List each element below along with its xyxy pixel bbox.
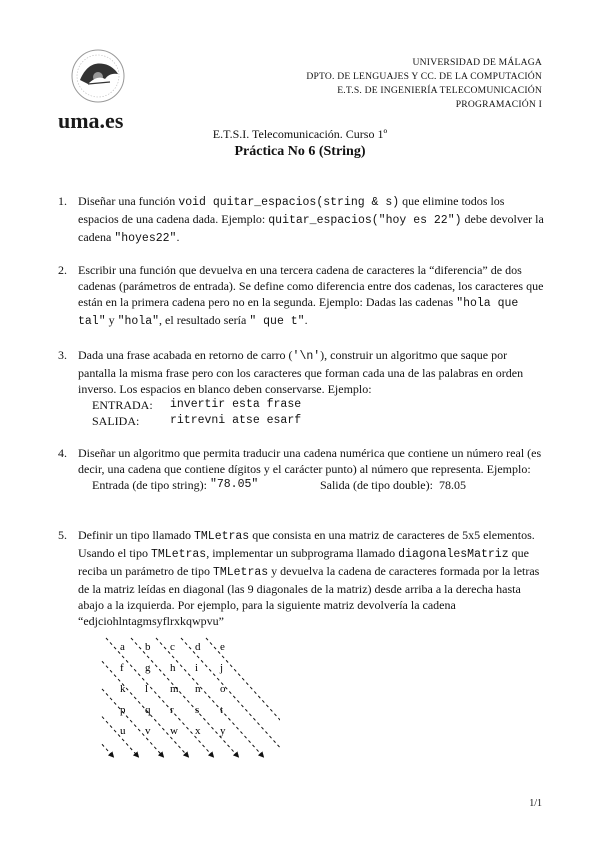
university-logo (58, 44, 148, 134)
example-input (92, 397, 548, 413)
matrix-cell: k (120, 683, 126, 695)
matrix-cell: l (145, 683, 149, 695)
text: y (105, 313, 118, 327)
diagonal-arrow (181, 638, 280, 757)
label: Salida (de tipo double): (319, 478, 433, 492)
matrix-cell: y (220, 725, 226, 737)
text: , implementar un subprograma llamado (206, 546, 399, 560)
label: Entrada (de tipo string): (92, 478, 207, 492)
header-department: DPTO. DE LENGUAJES Y CC. DE LA COMPUTACIÓN (306, 71, 542, 82)
header (306, 56, 542, 112)
text: , el resultado sería (159, 313, 250, 327)
exercise-number: 1. (58, 194, 67, 208)
matrix-cell: s (195, 704, 200, 716)
matrix-cell: p (120, 704, 126, 716)
code: "hoyes22" (114, 232, 177, 245)
exercise-4 (58, 445, 548, 493)
exercise-number: 2. (58, 263, 67, 277)
example-result: “edjciohlntagmsyflrxkqwpvu” (78, 614, 224, 628)
code: TMLetras (193, 530, 250, 543)
code: "hola que tal" (78, 297, 519, 328)
code: diagonalesMatriz (398, 548, 509, 561)
matrix-cell: a (120, 641, 125, 653)
example-output (92, 413, 548, 429)
text: Dada una frase acabada en retorno de carro ( (78, 348, 293, 362)
exercise-1 (58, 193, 548, 247)
header-subject: PROGRAMACIÓN I (455, 99, 542, 110)
label: SALIDA: (92, 414, 140, 428)
logo-text: uma.es (58, 108, 124, 133)
matrix-cell: c (170, 641, 175, 653)
diagonal-arrow (102, 744, 114, 757)
value: ritrevni atse esarf (170, 414, 302, 427)
value: 78.05 (438, 478, 466, 492)
code: quitar_espacios("hoy es 22") (268, 214, 462, 227)
text: Diseñar una función (78, 194, 179, 208)
matrix-cell: e (220, 641, 225, 653)
code: " que t" (249, 315, 305, 328)
course-line: E.T.S.I. Telecomunicación. Curso 1º (212, 127, 388, 141)
code: TMLetras (151, 548, 207, 561)
text: . (304, 313, 308, 327)
text: Diseñar un algoritmo que permita traducir una cadena numérica que contiene un número real (es decir, una cadena que contiene dígitos y el carácter punto) al número que representa. Ejemplo: (78, 446, 542, 476)
exercise-number: 4. (58, 446, 67, 460)
matrix-cell: x (195, 725, 201, 737)
matrix-cell: f (120, 662, 124, 674)
matrix-cell: q (145, 704, 151, 716)
code: TMLetras (212, 566, 269, 579)
text: que consista en una matriz de caracteres de 5x5 elementos. Usando el tipo (78, 528, 535, 560)
exercise-number: 3. (58, 348, 67, 362)
value: "78.05" (209, 478, 259, 491)
diagonal-matrix-diagram (100, 636, 280, 786)
header-school: E.T.S. DE INGENIERÍA TELECOMUNICACIÓN (337, 85, 542, 96)
label: ENTRADA: (92, 398, 153, 412)
exercise-2 (58, 262, 548, 330)
value: invertir esta frase (170, 398, 302, 411)
matrix-cell: u (120, 725, 126, 737)
matrix-cell: j (220, 662, 224, 674)
exercise-3 (58, 347, 548, 429)
matrix-cell: r (170, 704, 174, 716)
university-seal-icon (58, 44, 148, 134)
matrix-cell: i (195, 662, 199, 674)
page-number: 1/1 (529, 798, 542, 809)
matrix-cell: t (220, 704, 224, 716)
exercise-number: 5. (58, 528, 67, 542)
example-io (92, 477, 548, 493)
text: Definir un tipo llamado (78, 528, 194, 542)
matrix-cell: v (145, 725, 151, 737)
text: Escribir una función que devuelva en una tercera cadena de caracteres la “diferencia” de dos cadenas (parámetros de entrada). Se define como diferencia entre dos cadenas, los caracteres que están en la primera cadena pero no en la segunda. Ejemplo: Dadas las cadenas (78, 263, 544, 309)
matrix-cell: h (170, 662, 176, 674)
matrix-cell: o (220, 683, 226, 695)
exercise-5 (58, 527, 548, 629)
matrix-cell: b (145, 641, 151, 653)
text: ), construir un algoritmo que saque por pantalla la misma frase pero con los caracteres que forman cada una de las palabras en orden inverso. Los espacios en blanco deben conservarse. Ejemplo: (78, 348, 524, 396)
matrix-cell: d (195, 641, 201, 653)
code: '\n' (292, 350, 321, 363)
diagonal-arrow (102, 689, 164, 757)
matrix-cell: m (170, 683, 179, 695)
text: . (176, 230, 180, 244)
text: que elimine todos los espacios de una cadena dada. Ejemplo: (78, 194, 505, 226)
text: y devuelva la cadena de caracteres formada por la letras de la matriz leídas en diagonal (las 9 diagonales de la matriz) desde arriba a la derecha hasta abajo a la izquierda. Por ejemplo, para la siguiente matriz devolvería la cadena (78, 564, 540, 612)
matrix-cell: g (145, 662, 151, 674)
text: debe devolver la cadena (78, 212, 544, 244)
code: void quitar_espacios(string & s) (178, 196, 400, 209)
header-university: UNIVERSIDAD DE MÁLAGA (412, 57, 542, 68)
text: que reciba un parámetro de tipo (78, 546, 529, 578)
matrix-cell: n (195, 683, 201, 695)
code: "hola" (117, 315, 160, 328)
diagonal-arrow (206, 638, 280, 757)
page-title: Práctica No 6 (String) (234, 144, 366, 159)
matrix-cell: w (170, 725, 178, 737)
